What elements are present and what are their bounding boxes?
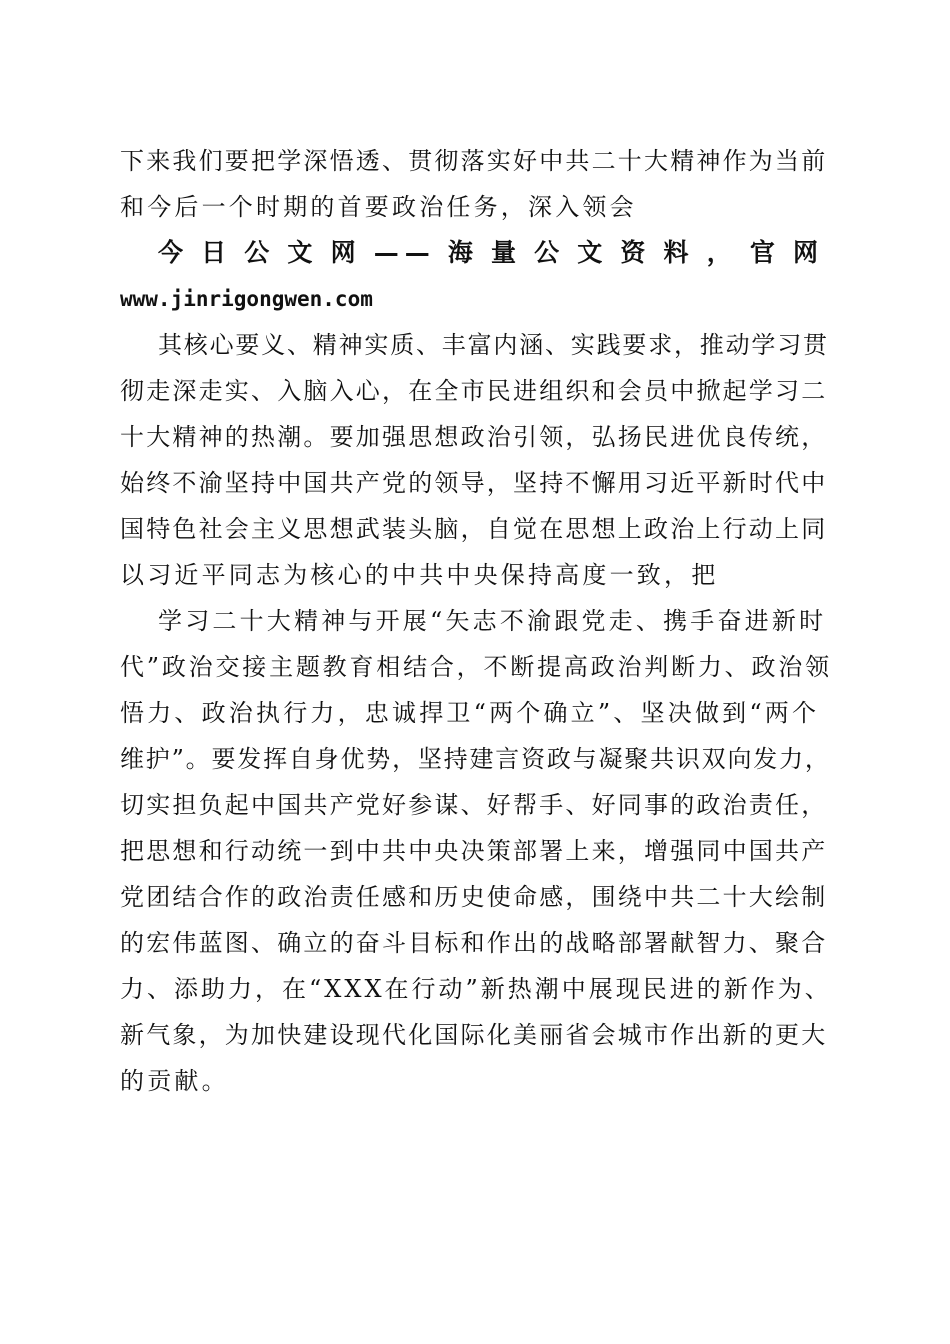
paragraph-line: 学习二十大精神与开展“矢志不渝跟党走、携手奋进新时 xyxy=(158,607,827,635)
banner-title: 今日公文网——海量公文资料，官网 xyxy=(158,238,824,267)
paragraph-line: 的贡献。 xyxy=(120,1067,229,1095)
paragraph-line: 的宏伟蓝图、确立的奋斗目标和作出的战略部署献智力、聚合 xyxy=(120,929,828,957)
paragraph-line: 新气象，为加快建设现代化国际化美丽省会城市作出新的更大 xyxy=(120,1021,828,1049)
paragraph-line: 代”政治交接主题教育相结合，不断提高政治判断力、政治领 xyxy=(120,653,832,681)
paragraph-line: 和今后一个时期的首要政治任务，深入领会 xyxy=(120,193,637,221)
paragraph-line: 切实担负起中国共产党好参谋、好帮手、好同事的政治责任， xyxy=(120,791,828,819)
paragraph-line: 下来我们要把学深悟透、贯彻落实好中共二十大精神作为当前 xyxy=(120,147,828,175)
paragraph-line: 彻走深走实、入脑入心，在全市民进组织和会员中掀起学习二 xyxy=(120,377,828,405)
paragraph-line: 十大精神的热潮。要加强思想政治引领，弘扬民进优良传统， xyxy=(120,423,828,451)
paragraph-line: 党团结合作的政治责任感和历史使命感，围绕中共二十大绘制 xyxy=(120,883,828,911)
paragraph-line: 维护”。要发挥自身优势，坚持建言资政与凝聚共识双向发力， xyxy=(120,745,831,773)
banner-url-link[interactable]: www.jinrigongwen.com xyxy=(120,287,373,311)
paragraph-line: 把思想和行动统一到中共中央决策部署上来，增强同中国共产 xyxy=(120,837,828,865)
paragraph-line: 悟力、政治执行力，忠诚捍卫“两个确立”、坚决做到“两个 xyxy=(120,699,820,727)
paragraph-line: 始终不渝坚持中国共产党的领导，坚持不懈用习近平新时代中 xyxy=(120,469,828,497)
paragraph-line: 力、添助力，在“XXX在行动”新热潮中展现民进的新作为、 xyxy=(120,975,832,1003)
paragraph-line: 以习近平同志为核心的中共中央保持高度一致，把 xyxy=(120,561,719,589)
paragraph-line: 其核心要义、精神实质、丰富内涵、实践要求，推动学习贯 xyxy=(158,331,829,359)
paragraph-line: 国特色社会主义思想武装头脑，自觉在思想上政治上行动上同 xyxy=(120,515,828,543)
